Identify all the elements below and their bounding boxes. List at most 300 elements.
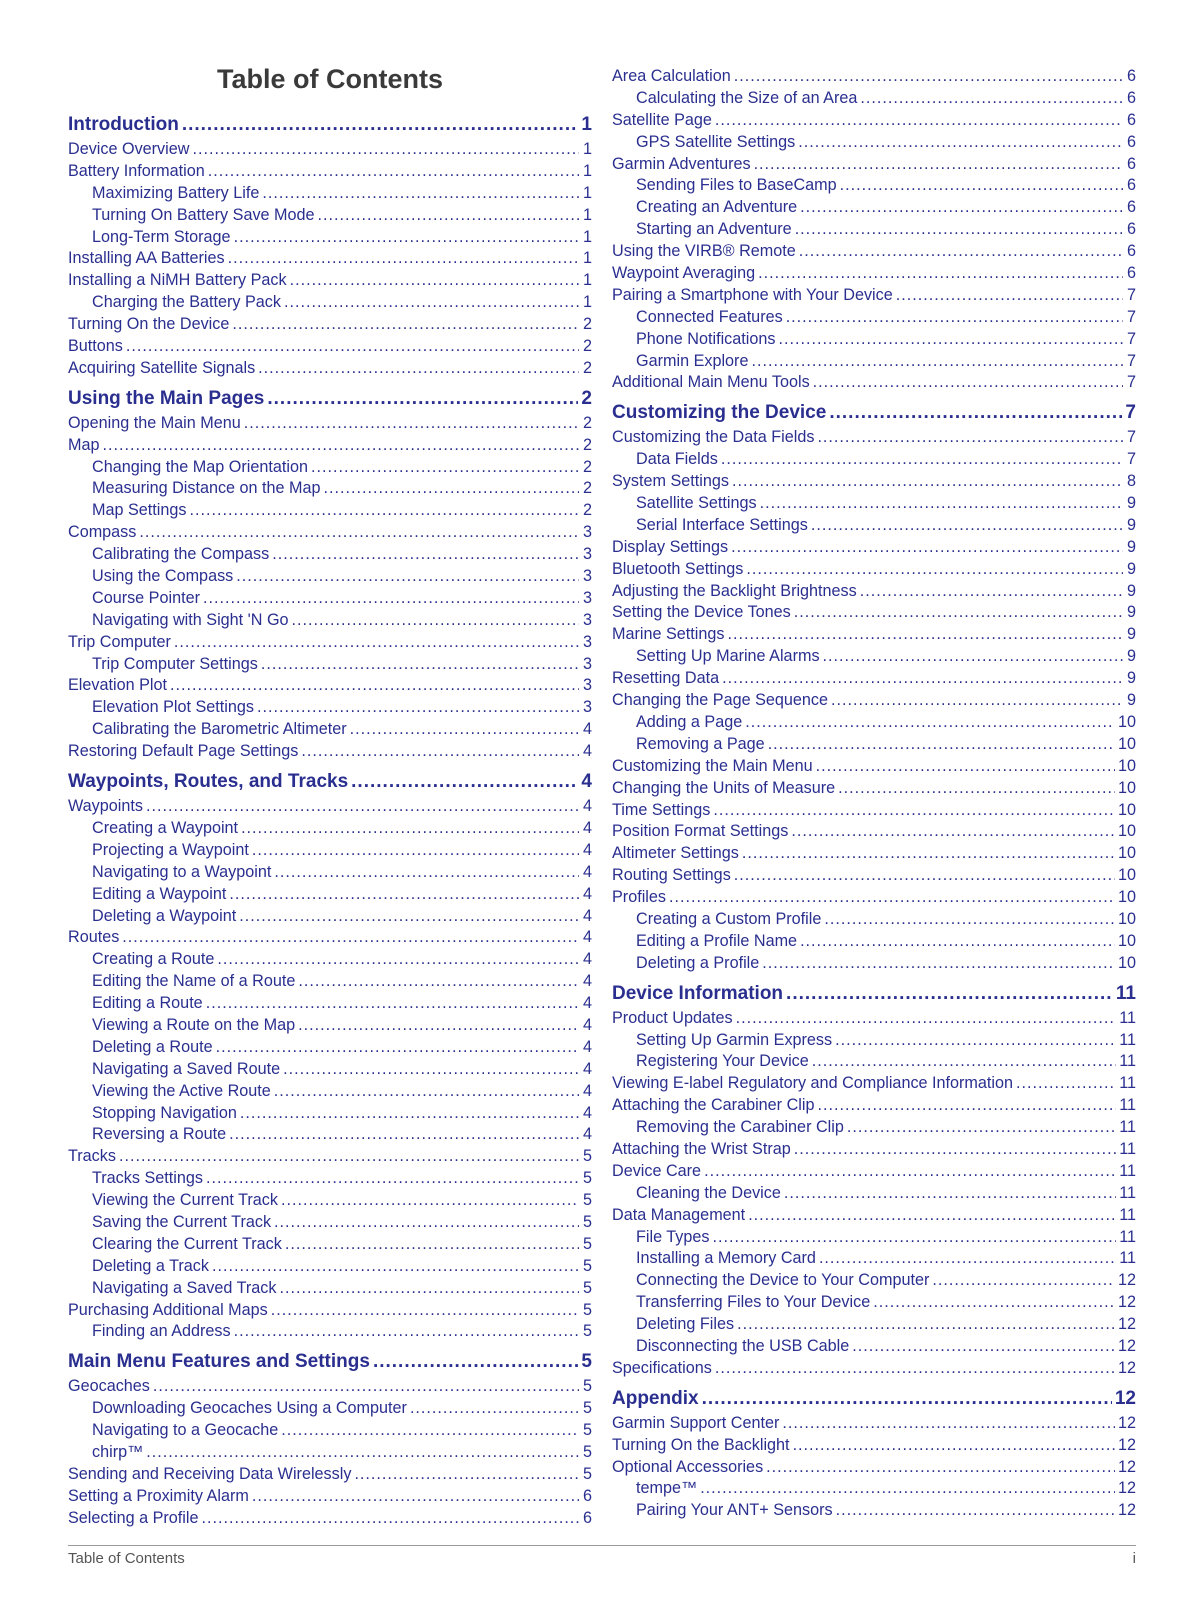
toc-entry[interactable]: [68, 949, 592, 971]
dot-leader: [816, 756, 1115, 778]
toc-entry-label: Serial Interface Settings: [636, 515, 808, 534]
toc-entry[interactable]: [68, 697, 592, 719]
toc-entry[interactable]: [68, 544, 592, 566]
toc-entry[interactable]: [68, 1508, 592, 1530]
toc-entry-label: Marine Settings: [612, 625, 725, 644]
toc-entry[interactable]: [68, 1037, 592, 1059]
toc-entry[interactable]: [612, 132, 1136, 154]
toc-entry[interactable]: [612, 1008, 1136, 1030]
page-title: Table of Contents: [217, 64, 443, 94]
toc-entry[interactable]: [68, 1146, 592, 1168]
toc-entry[interactable]: [68, 161, 592, 183]
toc-entry[interactable]: [612, 909, 1136, 931]
toc-entry-label: Sending Files to BaseCamp: [636, 176, 837, 195]
toc-entry[interactable]: [68, 993, 592, 1015]
toc-entry-label: Data Fields: [636, 450, 718, 469]
toc-entry[interactable]: [68, 270, 592, 292]
toc-entry-page: 3: [582, 632, 592, 651]
toc-entry[interactable]: [68, 1300, 592, 1322]
toc-entry-page: 1: [582, 205, 592, 224]
toc-entry[interactable]: [68, 139, 592, 161]
dot-leader: [285, 1234, 579, 1256]
dot-leader: [216, 1037, 579, 1059]
toc-entry-label: System Settings: [612, 472, 729, 491]
toc-entry[interactable]: [68, 654, 592, 676]
toc-entry[interactable]: [612, 1358, 1136, 1380]
toc-entry[interactable]: [68, 478, 592, 500]
dot-leader: [778, 329, 1123, 351]
toc-entry-page: 12: [1117, 1336, 1136, 1355]
toc-entry-page: 9: [1126, 559, 1136, 578]
dot-leader: [298, 1015, 579, 1037]
toc-entry-page: 4: [582, 797, 592, 816]
dot-leader: [817, 1095, 1116, 1117]
toc-entry-label: Setting a Proximity Alarm: [68, 1486, 249, 1505]
dot-leader: [206, 1168, 579, 1190]
toc-chapter-entry[interactable]: [68, 768, 592, 796]
toc-chapter-entry[interactable]: [68, 111, 592, 139]
toc-entry-label: Projecting a Waypoint: [92, 840, 249, 859]
dot-leader: [873, 1292, 1115, 1314]
toc-entry-label: Deleting Files: [636, 1315, 735, 1334]
toc-entry[interactable]: [612, 712, 1136, 734]
toc-entry[interactable]: [68, 413, 592, 435]
toc-entry[interactable]: [612, 1500, 1136, 1522]
toc-entry-label: Starting an Adventure: [636, 220, 792, 239]
toc-entry-page: 3: [582, 523, 592, 542]
toc-entry-page: 4: [582, 742, 592, 761]
toc-entry-label: Additional Main Menu Tools: [612, 373, 810, 392]
toc-entry[interactable]: [612, 778, 1136, 800]
toc-entry[interactable]: [612, 263, 1136, 285]
toc-entry-page: 10: [1117, 734, 1136, 753]
toc-entry-page: 12: [1117, 1358, 1136, 1377]
toc-entry-label: Waypoint Averaging: [612, 264, 756, 283]
toc-entry[interactable]: [68, 1256, 592, 1278]
dot-leader: [860, 88, 1123, 110]
toc-entry[interactable]: [612, 843, 1136, 865]
toc-entry-page: 4: [582, 928, 592, 947]
toc-entry[interactable]: [68, 632, 592, 654]
toc-entry[interactable]: [612, 1051, 1136, 1073]
dot-leader: [279, 1278, 579, 1300]
toc-chapter-entry[interactable]: [68, 1348, 592, 1376]
toc-entry[interactable]: [612, 1205, 1136, 1227]
toc-entry-page: 6: [1126, 264, 1136, 283]
toc-entry-label: Map: [68, 435, 100, 454]
toc-entry[interactable]: [612, 690, 1136, 712]
page-footer: [68, 1545, 1136, 1567]
toc-entry-page: 11: [1119, 1096, 1136, 1115]
dot-leader: [836, 1500, 1115, 1522]
toc-entry-page: 4: [582, 950, 592, 969]
toc-entry-label: Saving the Current Track: [92, 1212, 272, 1231]
toc-entry-label: File Types: [636, 1227, 710, 1246]
toc-entry-page: 12: [1117, 1501, 1136, 1520]
dot-leader: [760, 493, 1123, 515]
toc-entry-page: 2: [581, 387, 592, 409]
toc-entry-page: 11: [1115, 982, 1136, 1004]
toc-entry[interactable]: [68, 1442, 592, 1464]
toc-entry[interactable]: [68, 1015, 592, 1037]
toc-entry-label: Pairing a Smartphone with Your Device: [612, 285, 893, 304]
toc-entry-page: 10: [1117, 756, 1136, 775]
toc-entry-label: Clearing the Current Track: [92, 1234, 282, 1253]
toc-entry[interactable]: [612, 1073, 1136, 1095]
toc-entry-page: 10: [1117, 800, 1136, 819]
toc-entry[interactable]: [68, 500, 592, 522]
dot-leader: [281, 1420, 579, 1442]
toc-entry[interactable]: [612, 624, 1136, 646]
toc-entry-page: 12: [1117, 1457, 1136, 1476]
toc-entry-label: Data Management: [612, 1205, 746, 1224]
toc-entry-page: 11: [1119, 1227, 1136, 1246]
toc-entry[interactable]: [612, 756, 1136, 778]
toc-entry[interactable]: [612, 1478, 1136, 1500]
toc-entry-label: Restoring Default Page Settings: [68, 742, 299, 761]
toc-entry[interactable]: [68, 205, 592, 227]
toc-entry-page: 5: [582, 1322, 592, 1341]
dot-leader: [311, 457, 579, 479]
toc-entry-label: Garmin Support Center: [612, 1413, 780, 1432]
dot-leader: [847, 1117, 1116, 1139]
toc-chapter-entry[interactable]: [612, 1385, 1136, 1413]
toc-entry[interactable]: [612, 197, 1136, 219]
dot-leader: [103, 435, 580, 457]
toc-entry[interactable]: [612, 88, 1136, 110]
toc-entry-label: Adjusting the Backlight Brightness: [612, 581, 857, 600]
toc-entry[interactable]: [68, 1278, 592, 1300]
toc-entry[interactable]: [612, 1314, 1136, 1336]
toc-entry-page: 7: [1126, 307, 1136, 326]
toc-entry[interactable]: [612, 219, 1136, 241]
toc-entry-page: 5: [582, 1278, 592, 1297]
dot-leader: [800, 931, 1115, 953]
toc-entry-label: Using the Compass: [92, 567, 234, 586]
toc-entry-page: 1: [582, 161, 592, 180]
toc-entry-page: 7: [1125, 402, 1136, 424]
toc-entry[interactable]: [612, 931, 1136, 953]
toc-entry[interactable]: [612, 154, 1136, 176]
toc-entry[interactable]: [612, 1161, 1136, 1183]
dot-leader: [746, 559, 1123, 581]
toc-entry-page: 6: [1126, 198, 1136, 217]
dot-leader: [350, 719, 579, 741]
dot-leader: [794, 1139, 1116, 1161]
toc-entry[interactable]: [68, 1234, 592, 1256]
toc-entry[interactable]: [612, 581, 1136, 603]
dot-leader: [795, 219, 1123, 241]
toc-entry-label: Selecting a Profile: [68, 1508, 199, 1527]
toc-entry[interactable]: [68, 796, 592, 818]
toc-entry[interactable]: [68, 227, 592, 249]
toc-entry[interactable]: [612, 175, 1136, 197]
toc-entry[interactable]: [68, 927, 592, 949]
toc-entry-label: Main Menu Features and Settings: [68, 1351, 370, 1373]
toc-entry[interactable]: [68, 588, 592, 610]
toc-entry[interactable]: [612, 372, 1136, 394]
toc-entry-page: 5: [582, 1442, 592, 1461]
dot-leader: [786, 980, 1113, 1008]
toc-entry-page: 2: [582, 358, 592, 377]
dot-leader: [239, 906, 579, 928]
toc-entry[interactable]: [612, 66, 1136, 88]
toc-entry-page: 1: [582, 271, 592, 290]
toc-entry[interactable]: [612, 110, 1136, 132]
toc-entry[interactable]: [68, 741, 592, 763]
toc-entry-page: 12: [1117, 1479, 1136, 1498]
toc-entry[interactable]: [612, 800, 1136, 822]
toc-entry[interactable]: [68, 1486, 592, 1508]
dot-leader: [189, 500, 579, 522]
toc-entry-label: Navigating with Sight 'N Go: [92, 610, 289, 629]
toc-entry[interactable]: [68, 719, 592, 741]
toc-entry[interactable]: [612, 821, 1136, 843]
toc-entry[interactable]: [68, 457, 592, 479]
toc-entry-label: Creating a Custom Profile: [636, 909, 822, 928]
toc-entry-label: Charging the Battery Pack: [92, 293, 281, 312]
toc-entry[interactable]: [612, 241, 1136, 263]
toc-entry[interactable]: [612, 307, 1136, 329]
dot-leader: [354, 1464, 579, 1486]
toc-entry-label: Routing Settings: [612, 866, 731, 885]
dot-leader: [324, 478, 579, 500]
toc-entry-page: 11: [1119, 1161, 1136, 1180]
toc-entry-label: Resetting Data: [612, 669, 720, 688]
toc-entry[interactable]: [68, 1168, 592, 1190]
dot-leader: [715, 110, 1123, 132]
toc-entry-page: 6: [1126, 176, 1136, 195]
toc-entry-page: 2: [582, 435, 592, 454]
toc-entry-page: 6: [582, 1508, 592, 1527]
toc-entry-page: 3: [582, 654, 592, 673]
toc-entry[interactable]: [68, 971, 592, 993]
toc-entry-label: Map Settings: [92, 501, 187, 520]
toc-entry-label: Device Overview: [68, 140, 190, 158]
toc-entry[interactable]: [68, 1398, 592, 1420]
toc-entry[interactable]: [68, 1212, 592, 1234]
dot-leader: [234, 227, 579, 249]
toc-entry[interactable]: [612, 1248, 1136, 1270]
toc-entry[interactable]: [612, 1413, 1136, 1435]
toc-entry[interactable]: [68, 1321, 592, 1343]
toc-entry[interactable]: [68, 610, 592, 632]
dot-leader: [840, 175, 1123, 197]
toc-entry-label: Registering Your Device: [636, 1052, 809, 1071]
toc-entry-label: Installing a NiMH Battery Pack: [68, 271, 287, 290]
dot-leader: [284, 292, 579, 314]
toc-entry-page: 7: [1126, 450, 1136, 469]
toc-entry[interactable]: [68, 1376, 592, 1398]
dot-leader: [745, 712, 1115, 734]
toc-entry-label: Purchasing Additional Maps: [68, 1300, 268, 1319]
toc-entry-page: 6: [1126, 242, 1136, 261]
toc-entry[interactable]: [612, 1435, 1136, 1457]
toc-entry[interactable]: [612, 887, 1136, 909]
toc-entry[interactable]: [612, 1183, 1136, 1205]
toc-entry[interactable]: [68, 566, 592, 588]
toc-entry[interactable]: [68, 906, 592, 928]
toc-entry[interactable]: [68, 818, 592, 840]
dot-leader: [715, 1358, 1115, 1380]
toc-entry[interactable]: [68, 336, 592, 358]
dot-leader: [292, 610, 579, 632]
toc-entry[interactable]: [612, 329, 1136, 351]
dot-leader: [1016, 1073, 1116, 1095]
toc-entry[interactable]: [68, 884, 592, 906]
toc-entry[interactable]: [612, 602, 1136, 624]
toc-entry-label: Editing a Waypoint: [92, 884, 227, 903]
toc-chapter-entry[interactable]: [68, 385, 592, 413]
toc-entry-page: 4: [582, 862, 592, 881]
dot-leader: [800, 197, 1123, 219]
toc-entry[interactable]: [612, 865, 1136, 887]
toc-entry[interactable]: [612, 1117, 1136, 1139]
toc-entry[interactable]: [612, 646, 1136, 668]
toc-entry-page: 12: [1117, 1293, 1136, 1312]
dot-leader: [252, 1486, 579, 1508]
toc-entry[interactable]: [612, 668, 1136, 690]
dot-leader: [206, 993, 579, 1015]
toc-chapter-entry[interactable]: [612, 399, 1136, 427]
toc-entry[interactable]: [612, 1336, 1136, 1358]
toc-entry-label: Geocaches: [68, 1377, 150, 1396]
toc-entry-page: 1: [582, 183, 592, 202]
toc-entry[interactable]: [612, 1139, 1136, 1161]
toc-entry[interactable]: [612, 1095, 1136, 1117]
toc-entry[interactable]: [612, 493, 1136, 515]
toc-entry[interactable]: [68, 314, 592, 336]
toc-entry[interactable]: [68, 1059, 592, 1081]
toc-entry-label: Attaching the Wrist Strap: [612, 1139, 791, 1158]
toc-entry-label: Deleting a Route: [92, 1037, 213, 1056]
toc-entry-label: Disconnecting the USB Cable: [636, 1336, 850, 1355]
toc-entry-label: Finding an Address: [92, 1322, 231, 1341]
toc-entry[interactable]: [612, 351, 1136, 373]
toc-entry-label: tempe™: [636, 1479, 698, 1498]
dot-leader: [252, 840, 579, 862]
dot-leader: [835, 1030, 1116, 1052]
dot-leader: [267, 385, 578, 413]
toc-entry[interactable]: [612, 1227, 1136, 1249]
toc-entry[interactable]: [612, 1030, 1136, 1052]
toc-entry[interactable]: [68, 522, 592, 544]
toc-entry[interactable]: [612, 1457, 1136, 1479]
dot-leader: [290, 270, 579, 292]
dot-leader: [713, 800, 1115, 822]
toc-entry[interactable]: [612, 537, 1136, 559]
toc-entry[interactable]: [68, 1420, 592, 1442]
toc-entry-label: Time Settings: [612, 800, 711, 819]
toc-entry-page: 3: [582, 676, 592, 695]
toc-entry-label: Deleting a Waypoint: [92, 906, 237, 925]
dot-leader: [234, 1321, 579, 1343]
toc-entry[interactable]: [612, 449, 1136, 471]
toc-entry[interactable]: [68, 1081, 592, 1103]
toc-entry[interactable]: [68, 1124, 592, 1146]
dot-leader: [786, 307, 1123, 329]
toc-entry-page: 9: [1126, 669, 1136, 688]
toc-entry[interactable]: [612, 734, 1136, 756]
dot-leader: [301, 741, 579, 763]
dot-leader: [261, 654, 579, 676]
dot-leader: [932, 1270, 1115, 1292]
toc-entry[interactable]: [612, 515, 1136, 537]
toc-entry-page: 6: [1126, 154, 1136, 173]
toc-entry-page: 5: [582, 1212, 592, 1231]
toc-entry[interactable]: [68, 840, 592, 862]
toc-entry[interactable]: [612, 953, 1136, 975]
toc-entry[interactable]: [612, 559, 1136, 581]
toc-entry[interactable]: [612, 285, 1136, 307]
dot-leader: [766, 1457, 1115, 1479]
dot-leader: [410, 1398, 579, 1420]
dot-leader: [794, 602, 1123, 624]
toc-entry-label: GPS Satellite Settings: [636, 132, 796, 151]
toc-entry-page: 5: [582, 1191, 592, 1210]
dot-leader: [373, 1348, 578, 1376]
toc-entry-label: Compass: [68, 523, 137, 542]
toc-entry[interactable]: [68, 292, 592, 314]
toc-entry-page: 11: [1119, 1074, 1136, 1093]
toc-entry-page: 4: [582, 1081, 592, 1100]
toc-entry[interactable]: [68, 358, 592, 380]
dot-leader: [813, 372, 1123, 394]
dot-leader: [262, 183, 579, 205]
toc-entry[interactable]: [68, 675, 592, 697]
toc-entry-label: Device Information: [612, 982, 784, 1004]
toc-entry-page: 9: [1126, 581, 1136, 600]
toc-entry[interactable]: [68, 1464, 592, 1486]
toc-entry-page: 10: [1117, 909, 1136, 928]
dot-leader: [228, 248, 579, 270]
toc-entry[interactable]: [612, 471, 1136, 493]
toc-entry-label: Using the VIRB® Remote: [612, 242, 796, 261]
toc-entry-page: 5: [582, 1234, 592, 1253]
dot-leader: [274, 1081, 579, 1103]
toc-entry[interactable]: [68, 1103, 592, 1125]
toc-entry[interactable]: [68, 248, 592, 270]
toc-entry-page: 5: [582, 1421, 592, 1440]
toc-entry-label: Calibrating the Compass: [92, 545, 270, 564]
dot-leader: [240, 1103, 579, 1125]
toc-entry[interactable]: [68, 1190, 592, 1212]
toc-entry-label: Adding a Page: [636, 712, 743, 731]
toc-entry-label: Elevation Plot Settings: [92, 698, 254, 717]
toc-entry-page: 2: [582, 413, 592, 432]
toc-entry[interactable]: [68, 435, 592, 457]
dot-leader: [122, 927, 579, 949]
toc-entry[interactable]: [68, 862, 592, 884]
toc-entry-page: 4: [581, 771, 592, 793]
toc-entry-page: 5: [582, 1399, 592, 1418]
toc-entry[interactable]: [612, 1270, 1136, 1292]
toc-entry-label: Using the Main Pages: [68, 387, 265, 409]
toc-entry-page: 4: [582, 994, 592, 1013]
dot-leader: [241, 818, 579, 840]
dot-leader: [212, 1256, 579, 1278]
toc-entry[interactable]: [68, 183, 592, 205]
toc-entry-page: 9: [1126, 625, 1136, 644]
toc-entry[interactable]: [612, 427, 1136, 449]
toc-chapter-entry[interactable]: [612, 980, 1136, 1008]
toc-entry-label: Connecting the Device to Your Computer: [636, 1271, 930, 1290]
toc-entry-label: Garmin Adventures: [612, 154, 751, 173]
toc-entry-page: 10: [1117, 888, 1136, 907]
toc-entry-page: 11: [1119, 1249, 1136, 1268]
toc-entry-label: Installing a Memory Card: [636, 1249, 816, 1268]
toc-entry[interactable]: [612, 1292, 1136, 1314]
